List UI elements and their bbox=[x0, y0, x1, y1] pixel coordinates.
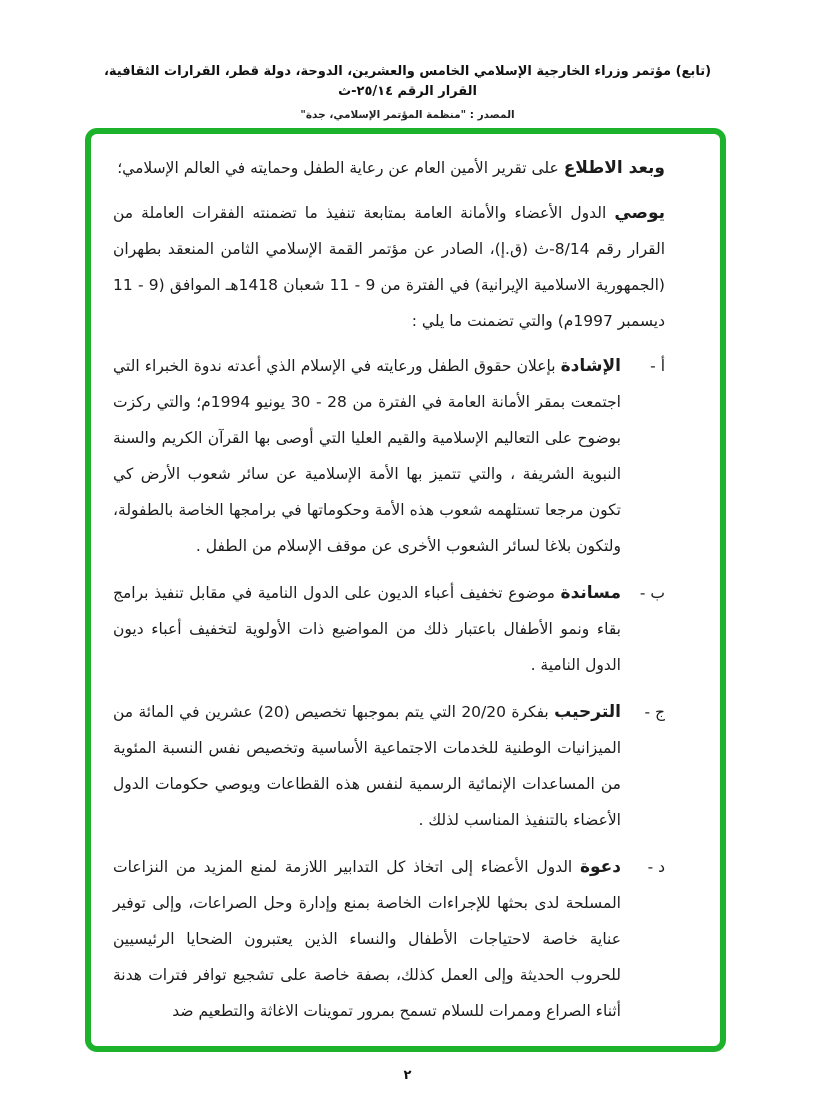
list-item-text bbox=[113, 575, 621, 683]
page-number: ٢ bbox=[403, 1068, 412, 1083]
paragraph-lead: وبعد الاطلاع bbox=[563, 158, 665, 178]
list-item-lead: دعوة bbox=[579, 857, 621, 877]
list-item-c bbox=[113, 694, 665, 838]
list-item-text bbox=[113, 694, 621, 838]
paragraph-lead: يوصي bbox=[614, 203, 665, 223]
paragraph-text: على تقرير الأمين العام عن رعاية الطفل وحمايته في العالم الإسلامي؛ bbox=[117, 159, 564, 177]
list-item-text bbox=[113, 849, 621, 1029]
list-item-lead: الترحيب bbox=[554, 702, 622, 722]
resolution-items bbox=[113, 348, 665, 1029]
list-item-marker: أ - bbox=[650, 357, 665, 375]
list-item-body: موضوع تخفيف أعباء الديون على الدول النامية في مقابل تنفيذ برامج بقاء ونمو الأطفال باعتبار ذلك من المواضيع ذات الأولوية لتخفيف أعباء ديون الدول النامية . bbox=[113, 584, 621, 674]
list-item-text bbox=[113, 348, 621, 564]
list-item-body: الدول الأعضاء إلى اتخاذ كل التدابير اللازمة لمنع المزيد من النزاعات المسلحة لدى بحثها للإجراءات الخاصة بمنع وإدارة وحل الصراعات، وإلى توفير عناية خاصة لاحتياجات الأطفال والنساء الذين يعتبرون الضحايا الرئيسيين للحروب الحديثة وإلى العمل كذلك، بصفة خاصة على تشجيع توافر فترات هدنة أثناء الصراع وممرات للسلام تسمح بمرور تموينات الاغاثة والتطعيم ضد bbox=[113, 858, 621, 1020]
highlight-box bbox=[85, 128, 726, 1052]
list-item-marker: ب - bbox=[639, 584, 665, 602]
list-item-lead: الإشادة bbox=[560, 356, 621, 376]
list-item-body: بفكرة 20/20 التي يتم بموجبها تخصيص (20) عشرين في المائة من الميزانيات الوطنية للخدمات الاجتماعية الأساسية وتخصيص نفس النسبة المئوية من المساعدات الإنمائية الرسمية لنفس هذه القطاعات ويوصي حكومات الدول الأعضاء بالتنفيذ المناسب لذلك . bbox=[113, 703, 621, 829]
list-item-a bbox=[113, 348, 665, 564]
list-item-b bbox=[113, 575, 665, 683]
list-item-lead: مساندة bbox=[560, 583, 621, 603]
paragraph-review bbox=[113, 150, 665, 186]
document-body bbox=[91, 134, 720, 1046]
list-item-body: بإعلان حقوق الطفل ورعايته في الإسلام الذي أعدته ندوة الخبراء التي اجتمعت بمقر الأمانة العامة في الفترة من 28 - 30 يونيو 1994م؛ والتي ركزت بوضوح على التعاليم الإسلامية والقيم العليا التي أوصى بها القرآن الكريم والسنة النبوية الشريفة ، والتي تتميز بها الأمة الإسلامية عن سائر شعوب الأرض كي تكون مرجعا تستلهمه شعوب هذه الأمة وحكوماتها في برامجها الخاصة بالطفولة، ولتكون بلاغا لسائر الشعوب الأخرى عن موقف الإسلام من الطفل . bbox=[113, 357, 621, 555]
paragraph-recommendation bbox=[113, 195, 665, 339]
list-item-marker: د - bbox=[647, 858, 665, 876]
document-header bbox=[0, 62, 815, 121]
list-item-marker: ج - bbox=[644, 703, 665, 721]
list-item-d bbox=[113, 849, 665, 1029]
header-title: (تابع) مؤتمر وزراء الخارجية الإسلامي الخامس والعشرين، الدوحة، دولة قطر، القرارات الثقافية، القرار الرقم ٢٥/١٤-ث bbox=[103, 64, 712, 99]
paragraph-text: الدول الأعضاء والأمانة العامة بمتابعة تنفيذ ما تضمنته الفقرات العاملة من القرار رقم 8/14-ث (ق.إ)، الصادر عن مؤتمر القمة الإسلامي الثامن المنعقد بطهران (الجمهورية الاسلامية الإيرانية) في الفترة من 9 - 11 شعبان 1418هـ الموافق (9 - 11 ديسمبر 1997م) والتي تضمنت ما يلي : bbox=[113, 204, 665, 330]
header-source: المصدر : "منظمة المؤتمر الإسلامي، جدة" bbox=[300, 109, 515, 121]
